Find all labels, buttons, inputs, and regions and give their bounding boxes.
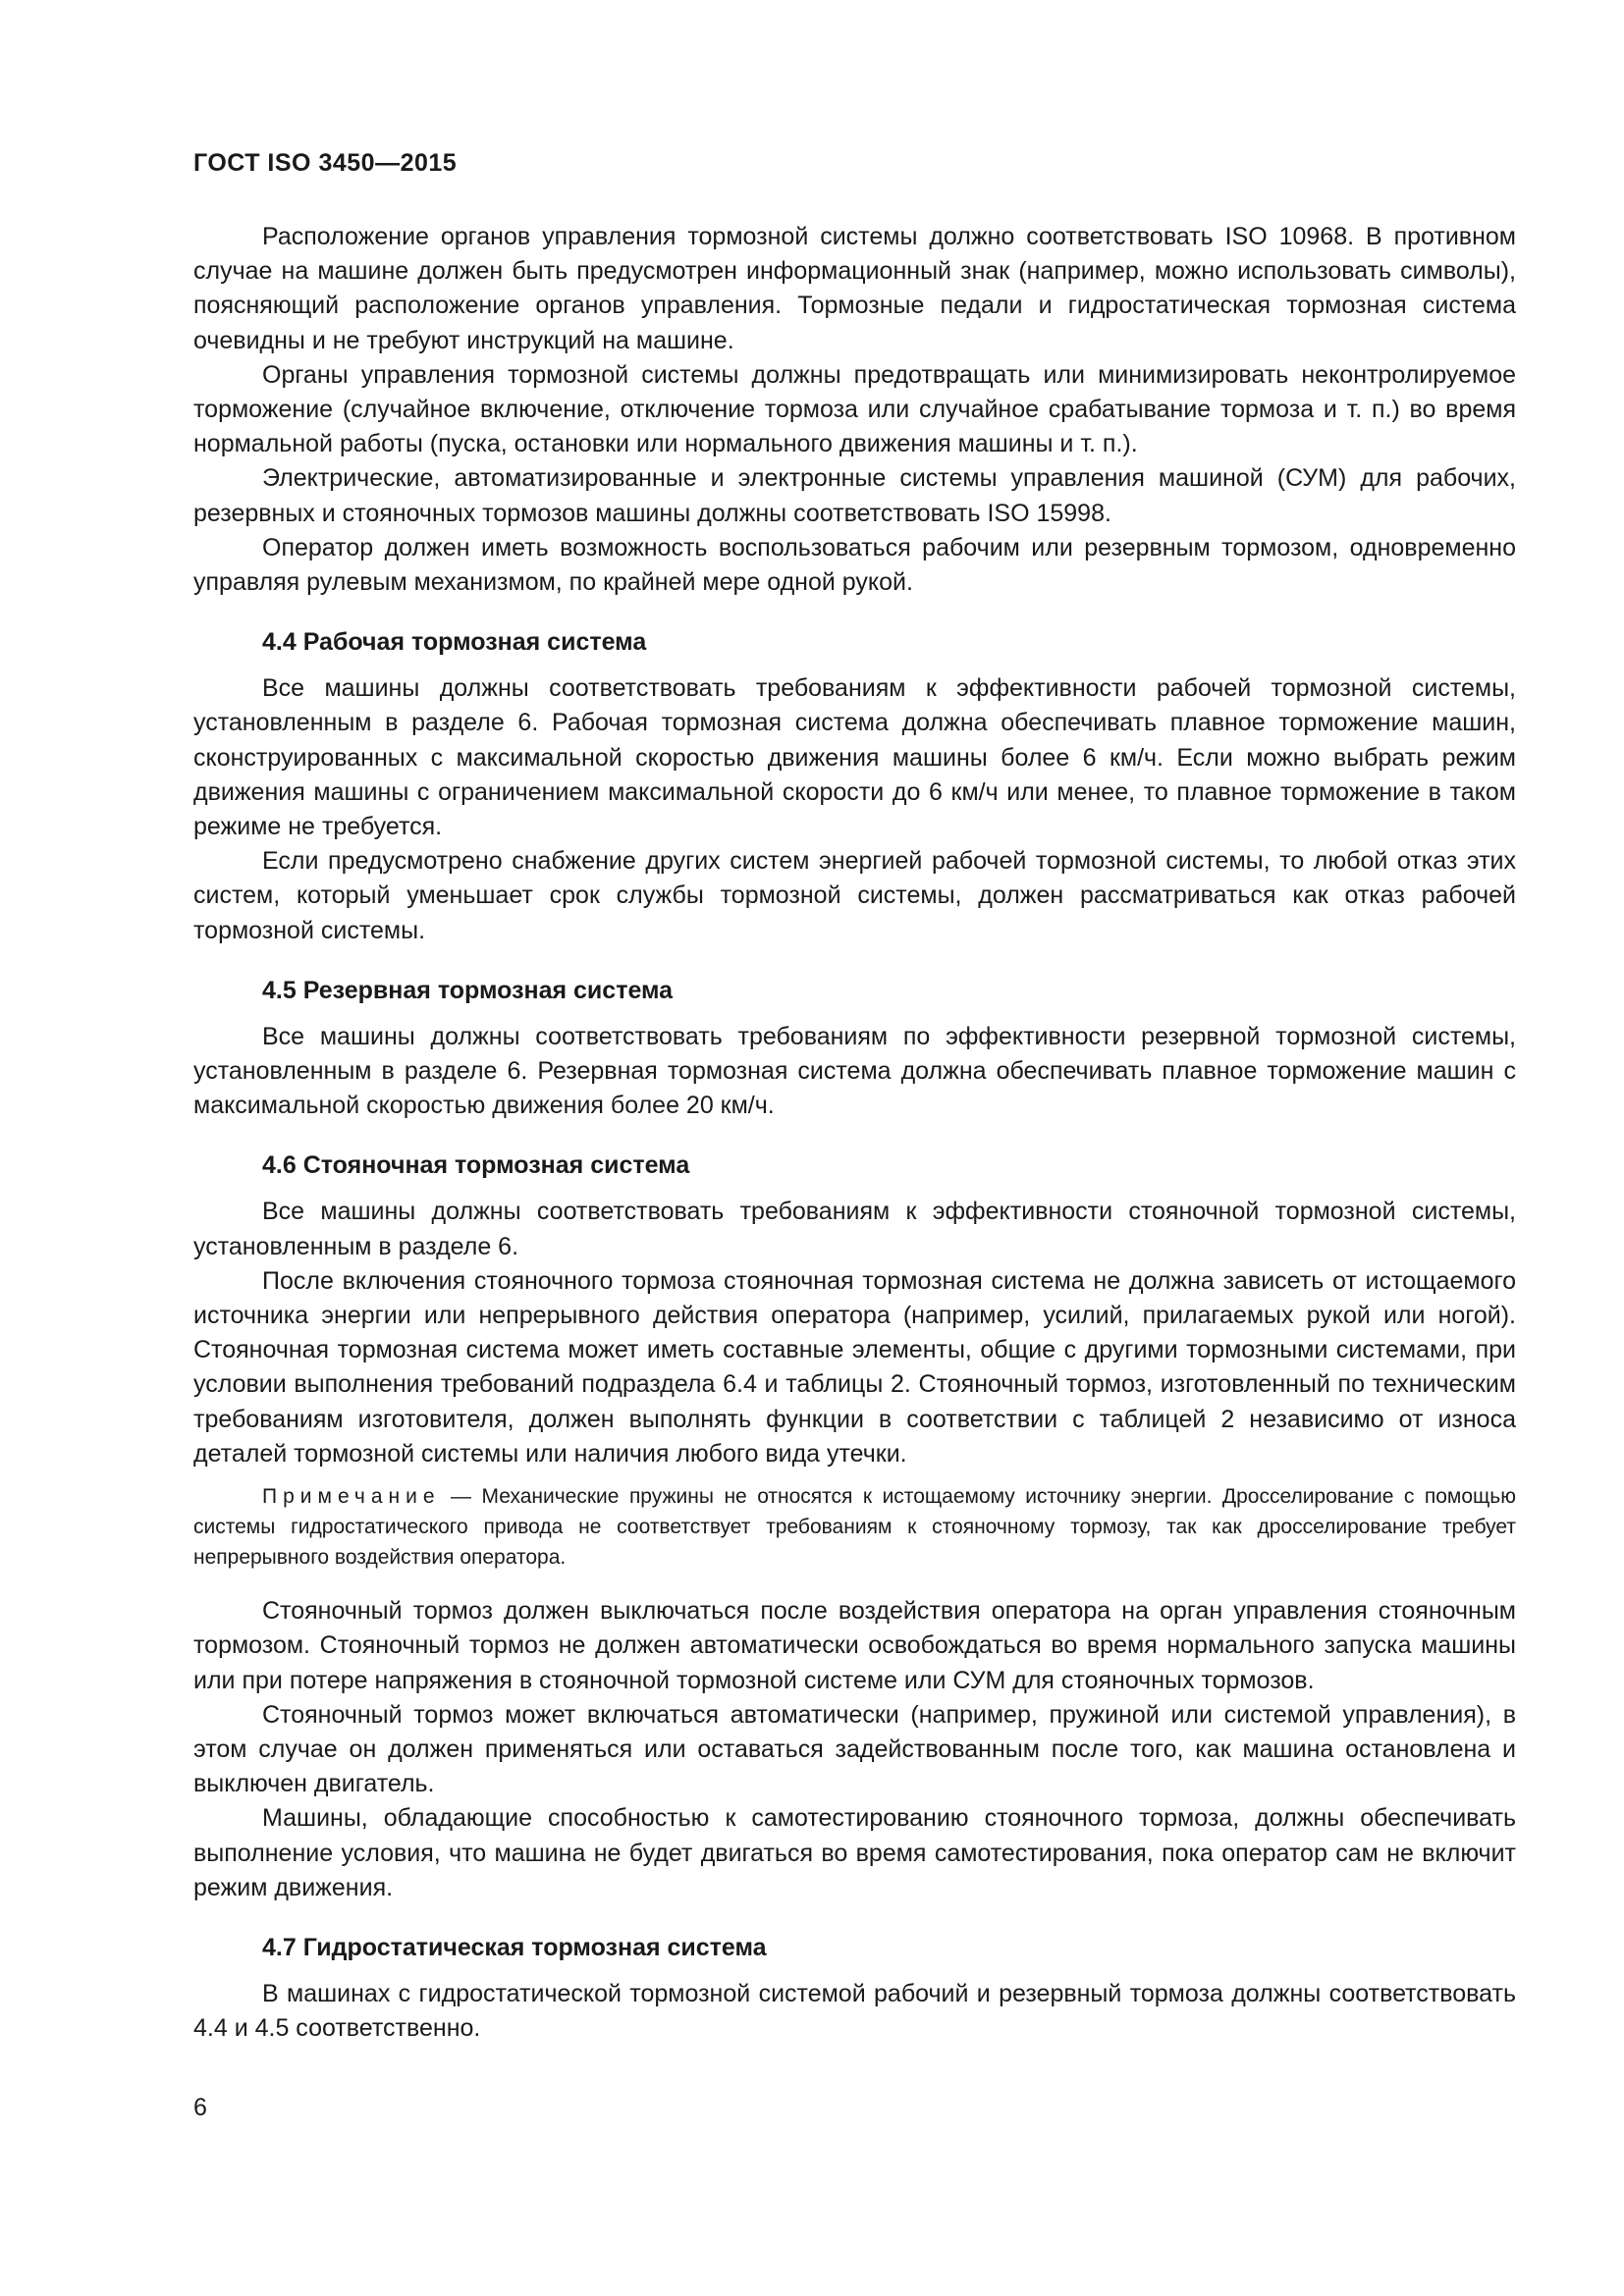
paragraph: Электрические, автоматизированные и электронные системы управления машиной (СУМ) для рабочих, резервных и стояночных тормозов машины должны соответствовать ISO 15998. [193, 464, 1516, 527]
paragraph: Стояночный тормоз может включаться автоматически (например, пружиной или системой управления), в этом случае он должен применяться или оставаться задействованным после того, как машина остановлена и выключен двигатель. [193, 1700, 1516, 1798]
paragraph: Оператор должен иметь возможность воспользоваться рабочим или резервным тормозом, одновременно управляя рулевым механизмом, по крайней мере одной рукой. [193, 533, 1516, 597]
paragraph: Машины, обладающие способностью к самотестированию стояночного тормоза, должны обеспечивать выполнение условия, что машина не будет двигаться во время самотестирования, пока оператор сам не включит режим движения. [193, 1804, 1516, 1901]
note [193, 1481, 1516, 1573]
paragraph: Все машины должны соответствовать требованиям к эффективности рабочей тормозной системы, установленным в разделе 6. Рабочая тормозная система должна обеспечивать плавное торможение машин, сконструированных с максимальной скоростью движения машины более 6 км/ч. Если можно выбрать режим движения машины с ограничением максимальной скорости до 6 км/ч или менее, то плавное торможение в таком режиме не требуется. [193, 674, 1516, 841]
paragraph: Все машины должны соответствовать требованиям к эффективности стояночной тормозной системы, установленным в разделе 6. [193, 1198, 1516, 1260]
section-heading-4-7: 4.7 Гидростатическая тормозная система [262, 1933, 767, 1961]
section-heading-4-4: 4.4 Рабочая тормозная система [262, 628, 647, 657]
paragraph: Если предусмотрено снабжение других систем энергией рабочей тормозной системы, то любой отказ этих систем, который уменьшает срок службы тормозной системы, должен рассматриваться как отказ рабочей тормозной системы. [193, 847, 1516, 944]
section-heading-4-5: 4.5 Резервная тормозная система [262, 976, 674, 1004]
note-label: Примечание [262, 1485, 441, 1509]
paragraph: Органы управления тормозной системы должны предотвращать или минимизировать неконтролируемое торможение (случайное включение, отключение тормоза или случайное срабатывание тормоза и т. п.) во время нормальной работы (пуска, остановки или нормального движения машины и т. п.). [193, 360, 1516, 458]
document-header: ГОСТ ISO 3450—2015 [193, 149, 458, 177]
document-body [193, 220, 1516, 2046]
section-heading-4-6: 4.6 Стояночная тормозная система [262, 1151, 690, 1180]
paragraph: После включения стояночного тормоза стояночная тормозная система не должна зависеть от истощаемого источника энергии или непрерывного действия оператора (например, усилий, прилагаемых рукой или ногой). Стояночная тормозная система может иметь составные элементы, общие с другими тормозными системами, при условии выполнения требований подраздела 6.4 и таблицы 2. Стояночный тормоз, изготовленный по техническим требованиям изготовителя, должен выполнять функции в соответствии с таблицей 2 независимо от износа деталей тормозной системы или наличия любого вида утечки. [193, 1266, 1516, 1468]
note-text: — Механические пружины не относятся к истощаемому источнику энергии. Дросселирование с помощью системы гидростатического привода не соответствует требованиям к стояночному тормозу, так как дросселирование требует непрерывного воздействия оператора. [193, 1485, 1516, 1570]
paragraph: Все машины должны соответствовать требованиям по эффективности резервной тормозной системы, установленным в разделе 6. Резервная тормозная система должна обеспечивать плавное торможение машин с максимальной скоростью движения более 20 км/ч. [193, 1022, 1516, 1120]
page-number: 6 [193, 2094, 207, 2121]
paragraph: Стояночный тормоз должен выключаться после воздействия оператора на орган управления стояночным тормозом. Стояночный тормоз не должен автоматически освобождаться во время нормального запуска машины или при потере напряжения в стояночной тормозной системе или СУМ для стояночных тормозов. [193, 1597, 1516, 1694]
paragraph: В машинах с гидростатической тормозной системой рабочий и резервный тормоза должны соответствовать 4.4 и 4.5 соответственно. [193, 1979, 1516, 2043]
paragraph: Расположение органов управления тормозной системы должно соответствовать ISO 10968. В противном случае на машине должен быть предусмотрен информационный знак (например, можно использовать символы), поясняющий расположение органов управления. Тормозные педали и гидростатическая тормозная система очевидны и не требуют инструкций на машине. [193, 223, 1516, 354]
